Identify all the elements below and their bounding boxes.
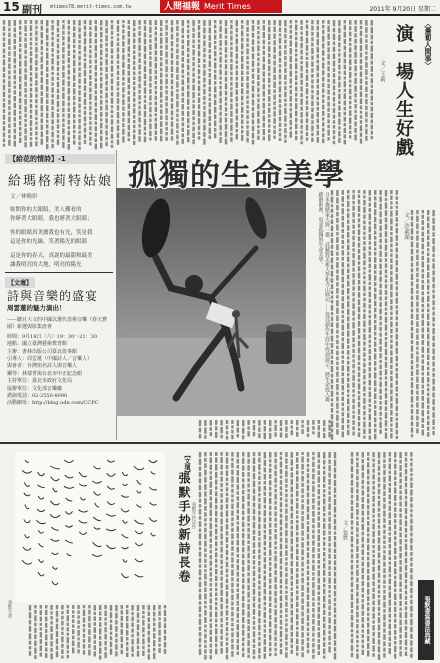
event-detail-line: 與會者：台灣知名詩人與音樂人 bbox=[7, 363, 78, 370]
calligraphy-stroke bbox=[92, 466, 102, 556]
event-detail-line: 主持單位：臺北市政府文化局 bbox=[7, 378, 73, 385]
poem-stanza: 這是你的春天，真說的最甜和最美 讓我明亮的大地，明亮的陽光 bbox=[10, 253, 93, 268]
event-notice bbox=[5, 272, 113, 407]
article1-byline: 文／王莉 bbox=[379, 60, 385, 82]
article1-column-tag: 〈薝蔔人間事〉 bbox=[424, 20, 432, 69]
poem-body bbox=[10, 206, 112, 275]
event-details bbox=[7, 317, 111, 408]
calligraphy-stroke bbox=[121, 472, 129, 578]
event-detail-line: 時間：9月18日〈六〉19：30～21：30 bbox=[7, 333, 97, 340]
poem-title: 給瑪格莉特姑娘 bbox=[8, 174, 114, 189]
bottom-column-tag: 【文壇】 bbox=[183, 452, 190, 476]
issue-date: 2011年 9月20日 星期二 bbox=[369, 6, 436, 13]
event-detail-line: 諮詢電話：02-2550-8090 bbox=[7, 393, 68, 400]
event-detail-line: 主辦：書林出版公司臺北故事館 bbox=[7, 348, 78, 355]
calligraphy-stroke bbox=[50, 466, 60, 585]
page-number: 15 bbox=[3, 0, 20, 14]
event-tag: 【文壇】 bbox=[5, 277, 35, 288]
article1-title: 演一場人生好戲 bbox=[393, 24, 414, 157]
calligraphy-stroke bbox=[78, 472, 87, 534]
calligraphy-stroke bbox=[22, 460, 32, 564]
section-name: 副刊 bbox=[22, 5, 42, 16]
event-detail-line: 引導人：周雲蓮（中國詩人／音樂人） bbox=[7, 356, 93, 363]
bottom-left-caption: 張默手書 bbox=[7, 600, 12, 618]
event-subtitle: 周雲蓮的魅力演出！ bbox=[7, 304, 66, 312]
poem-column-tag: 【給花的情詩】-1 bbox=[5, 154, 115, 164]
calligraphy-caption: 張默手抄詩作 bbox=[191, 502, 196, 529]
dancer-illustration bbox=[116, 188, 306, 416]
masthead-cn: 人間福報 bbox=[164, 2, 201, 12]
bottom-right-tag: 張默書寫書法典藏 bbox=[418, 580, 434, 660]
event-detail-line: 鋼琴：林郁菁與台北市中正紀念館 bbox=[7, 370, 83, 377]
section-divider bbox=[0, 442, 440, 444]
calligraphy-stroke bbox=[134, 466, 144, 577]
poem-stanza: 你的眼睛真美麗我也有光，笑是我 這是你的光線，笑著陽光的眼睛 bbox=[10, 230, 93, 245]
dancer-photo bbox=[116, 188, 306, 416]
event-intro: ——聽且大文的中國以選代表術音樂《春天費園》新選與影集唐會 bbox=[7, 317, 108, 331]
poem-stanza: 妳開你的大眼睛，美人難看的 你睜著大眼睛，我也睜著大眼睛； bbox=[10, 207, 93, 222]
masthead-en: Merit Times bbox=[204, 2, 251, 11]
event-detail-line: 活動網址：http://blog.udn.com/CCPC bbox=[7, 400, 99, 407]
feature-headline: 孤獨的生命美學 bbox=[128, 158, 345, 193]
calligraphy-strokes bbox=[15, 452, 165, 602]
poem-byline: 文／林煥彰 bbox=[10, 194, 38, 200]
bottom-article-title: 張默手抄新詩長卷 bbox=[177, 472, 191, 584]
feature-byline: 文／許素湖 bbox=[403, 212, 409, 240]
bottom-byline: 文／張默 bbox=[342, 520, 348, 540]
calligraphy-stroke bbox=[106, 460, 116, 549]
event-detail-line: 地點：國立臺灣藝術教育館 bbox=[7, 341, 68, 348]
event-title: 詩與音樂的盛宴 bbox=[7, 289, 99, 303]
event-detail-line: 協辦單位：文化部音樂廳 bbox=[7, 385, 63, 392]
header-url: mtimes78.merit-times.com.tw bbox=[50, 4, 132, 10]
calligraphy-image bbox=[15, 452, 165, 602]
calligraphy-stroke bbox=[64, 460, 74, 556]
photo-caption: 日本舞踏家大野一雄、武藏野美術大學和寺山修司……從其創作生涯中得到啟示，將生命投入舞踏藝術裡，追求孤獨的生命美學。 bbox=[317, 192, 330, 402]
calligraphy-stroke bbox=[149, 460, 157, 536]
calligraphy-stroke bbox=[36, 472, 45, 576]
